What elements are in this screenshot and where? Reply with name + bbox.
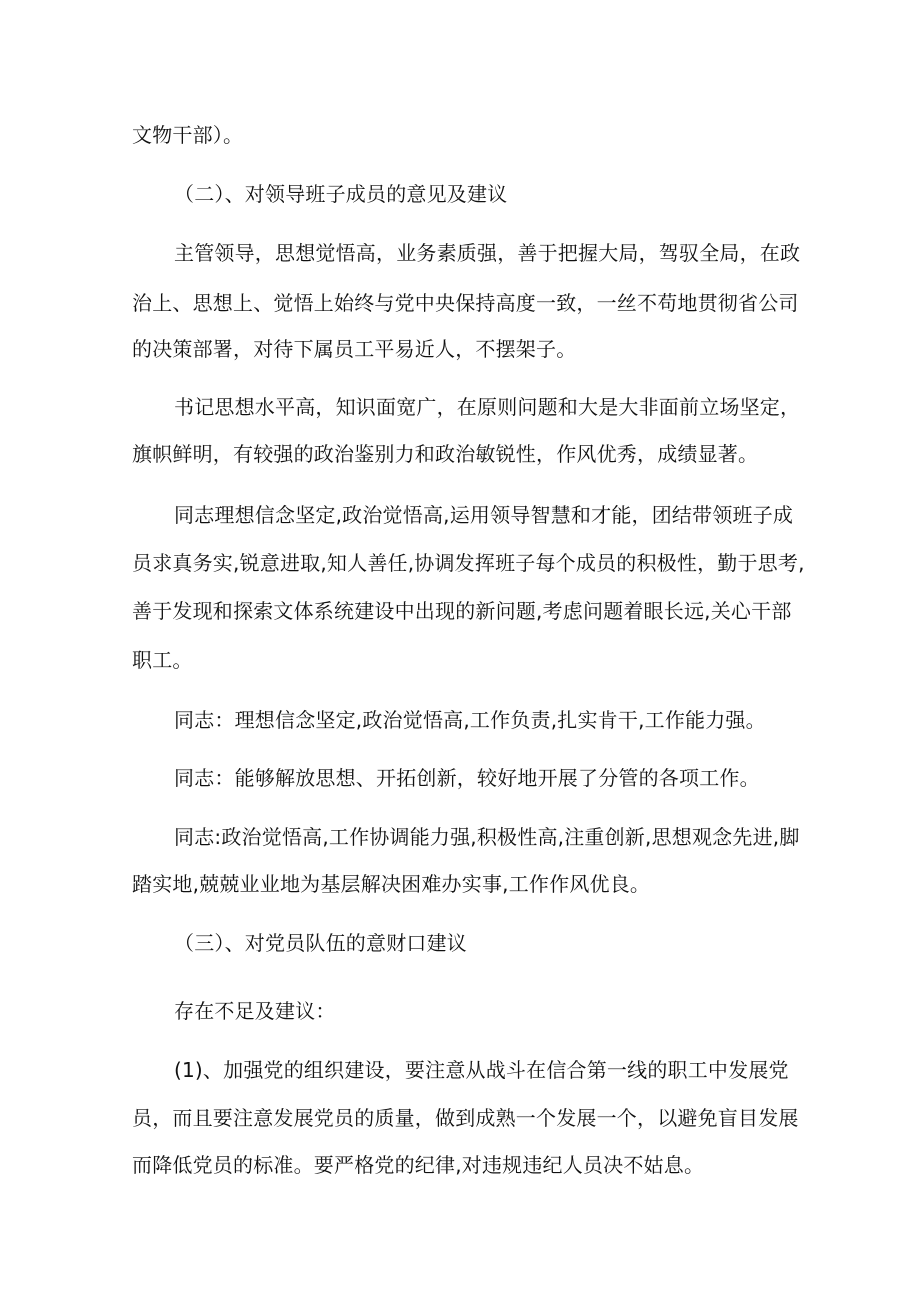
paragraph-line: 踏实地,兢兢业业地为基层解决困难办实事,工作作风优良。 <box>132 872 651 896</box>
paragraph-line: 职工。 <box>132 648 193 672</box>
paragraph-line: 治上、思想上、觉悟上始终与党中央保持高度一致，一丝不苟地贯彻省公司 <box>132 291 799 315</box>
section-heading-2: （二）、对领导班子成员的意见及建议 <box>174 182 508 206</box>
paragraph-line: 员，而且要注意发展党员的质量，做到成熟一个发展一个，以避免盲目发展 <box>132 1106 799 1130</box>
paragraph-line: 存在不足及建议： <box>174 999 336 1023</box>
paragraph-line: 善于发现和探索文体系统建设中出现的新问题,考虑问题着眼长远,关心干部 <box>132 599 792 623</box>
paragraph-line: 主管领导，思想觉悟高，业务素质强，善于把握大局，驾驭全局，在政 <box>174 241 801 265</box>
paragraph-line: 旗帜鲜明，有较强的政治鉴别力和政治敏锐性，作风优秀，成绩显著。 <box>132 442 759 466</box>
paragraph-line: 同志:政治觉悟高,工作协调能力强,积极性高,注重创新,思想观念先进,脚 <box>174 825 800 849</box>
paragraph-line: 的决策部署，对待下属员工平易近人，不摆架子。 <box>132 337 577 361</box>
section-heading-3: （三）、对党员队伍的意财口建议 <box>174 931 467 955</box>
paragraph-continuation: 文物干部）。 <box>132 123 244 147</box>
paragraph-line: 同志：理想信念坚定,政治觉悟高,工作负责,扎实肯干,工作能力强。 <box>174 708 766 732</box>
paragraph-line: 员求真务实,锐意进取,知人善任,协调发挥班子每个成员的积极性，勤于思考, <box>132 551 805 575</box>
paragraph-line: 而降低党员的标准。要严格党的纪律,对违规违纪人员决不姑息。 <box>132 1153 705 1177</box>
paragraph-line: 同志：能够解放思想、开拓创新，较好地开展了分管的各项工作。 <box>174 766 760 790</box>
paragraph-line: 书记思想水平高，知识面宽广，在原则问题和大是大非面前立场坚定， <box>174 395 801 419</box>
paragraph-line: (1)、加强党的组织建设，要注意从战斗在信合第一线的职工中发展党 <box>174 1058 789 1082</box>
paragraph-line: 同志理想信念坚定,政治觉悟高,运用领导智慧和才能，团结带领班子成 <box>174 503 794 527</box>
